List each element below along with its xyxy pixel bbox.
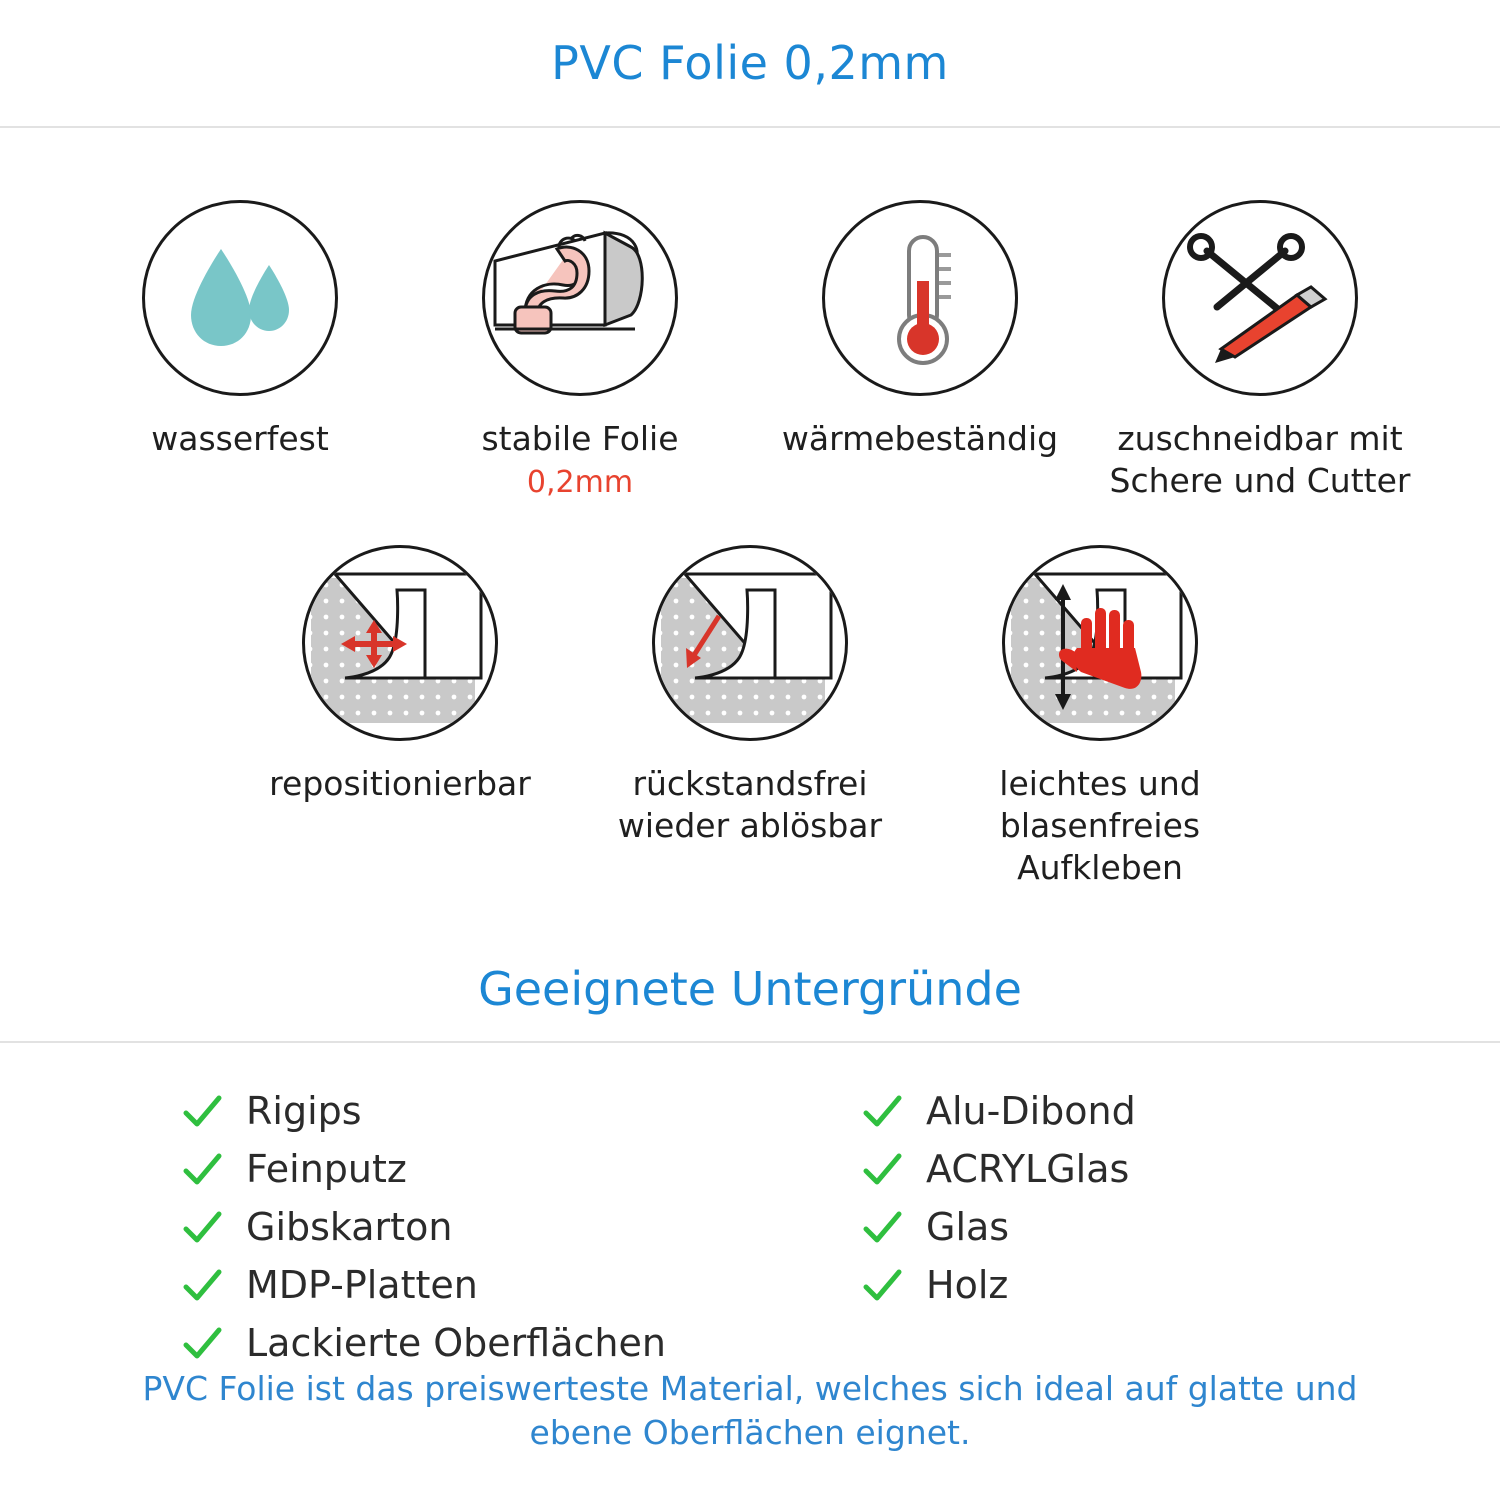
check-icon xyxy=(860,1147,904,1191)
list-item xyxy=(860,1089,1320,1133)
feature-label: leichtes und blasenfreies Aufkleben xyxy=(999,763,1201,888)
feature-label: wärmebeständig xyxy=(781,419,1059,458)
page-title: PVC Folie 0,2mm xyxy=(551,36,949,90)
feature-caption xyxy=(481,418,678,503)
surfaces-column-right xyxy=(860,1089,1320,1379)
feature-icon-circle xyxy=(1002,545,1198,741)
feature-zuschneidbar xyxy=(1090,200,1430,503)
feature-label: zuschneidbar mit Schere und Cutter xyxy=(1109,419,1411,501)
surface-label: Feinputz xyxy=(246,1147,407,1192)
feature-caption xyxy=(269,763,531,805)
feature-wasserfest xyxy=(70,200,410,503)
surfaces-column-left xyxy=(180,1089,780,1379)
reposition-arrows-film-icon xyxy=(305,548,498,741)
feature-caption xyxy=(940,763,1260,890)
feature-caption xyxy=(590,763,910,847)
feature-caption xyxy=(782,418,1058,460)
surface-label: MDP-Platten xyxy=(246,1263,478,1308)
thermometer-icon xyxy=(825,203,1018,396)
peel-off-film-icon xyxy=(655,548,848,741)
feature-blasenfreies-aufkleben xyxy=(925,545,1275,890)
list-item xyxy=(180,1205,780,1249)
strong-arm-film-icon xyxy=(485,203,678,396)
check-icon xyxy=(180,1205,224,1249)
section-title: Geeignete Untergründe xyxy=(478,962,1022,1017)
surfaces-list xyxy=(0,1043,1500,1379)
feature-icon-circle xyxy=(822,200,1018,396)
feature-icon-circle xyxy=(482,200,678,396)
check-icon xyxy=(180,1263,224,1307)
subheader xyxy=(0,937,1500,1043)
feature-waermebestaendig xyxy=(750,200,1090,503)
feature-label: wasserfest xyxy=(151,419,329,458)
feature-sublabel: 0,2mm xyxy=(526,465,634,501)
feature-icon-circle xyxy=(1162,200,1358,396)
feature-row-top xyxy=(0,128,1500,503)
list-item xyxy=(180,1147,780,1191)
feature-caption xyxy=(1100,418,1420,502)
surface-label: Gibskarton xyxy=(246,1205,453,1250)
check-icon xyxy=(860,1263,904,1307)
feature-caption xyxy=(151,418,329,460)
surface-label: ACRYLGlas xyxy=(926,1147,1130,1192)
feature-icon-circle xyxy=(142,200,338,396)
surface-label: Lackierte Oberflächen xyxy=(246,1321,666,1366)
list-item xyxy=(860,1263,1320,1307)
surface-label: Rigips xyxy=(246,1089,362,1134)
surface-label: Glas xyxy=(926,1205,1010,1250)
feature-label: repositionierbar xyxy=(269,763,531,803)
list-item xyxy=(860,1205,1320,1249)
scissors-cutter-icon xyxy=(1165,203,1358,396)
feature-rueckstandsfrei xyxy=(575,545,925,890)
list-item xyxy=(180,1321,780,1365)
surface-label: Alu-Dibond xyxy=(926,1089,1136,1134)
feature-repositionierbar xyxy=(225,545,575,890)
hand-smoothing-film-icon xyxy=(1005,548,1198,741)
footer-note: PVC Folie ist das preiswerteste Material, welches sich ideal auf glatte und ebene Oberflächen eignet. xyxy=(142,1368,1358,1453)
check-icon xyxy=(860,1089,904,1133)
check-icon xyxy=(180,1147,224,1191)
check-icon xyxy=(180,1321,224,1365)
feature-row-bottom xyxy=(0,503,1500,890)
feature-stabile-folie xyxy=(410,200,750,503)
check-icon xyxy=(180,1089,224,1133)
list-item xyxy=(180,1089,780,1133)
list-item xyxy=(180,1263,780,1307)
header xyxy=(0,0,1500,128)
list-item xyxy=(860,1147,1320,1191)
check-icon xyxy=(860,1205,904,1249)
water-drops-icon xyxy=(145,203,338,396)
feature-icon-circle xyxy=(302,545,498,741)
feature-label: stabile Folie xyxy=(481,419,679,458)
feature-label: rückstandsfrei wieder ablösbar xyxy=(617,763,883,845)
feature-icon-circle xyxy=(652,545,848,741)
surface-label: Holz xyxy=(926,1263,1009,1308)
